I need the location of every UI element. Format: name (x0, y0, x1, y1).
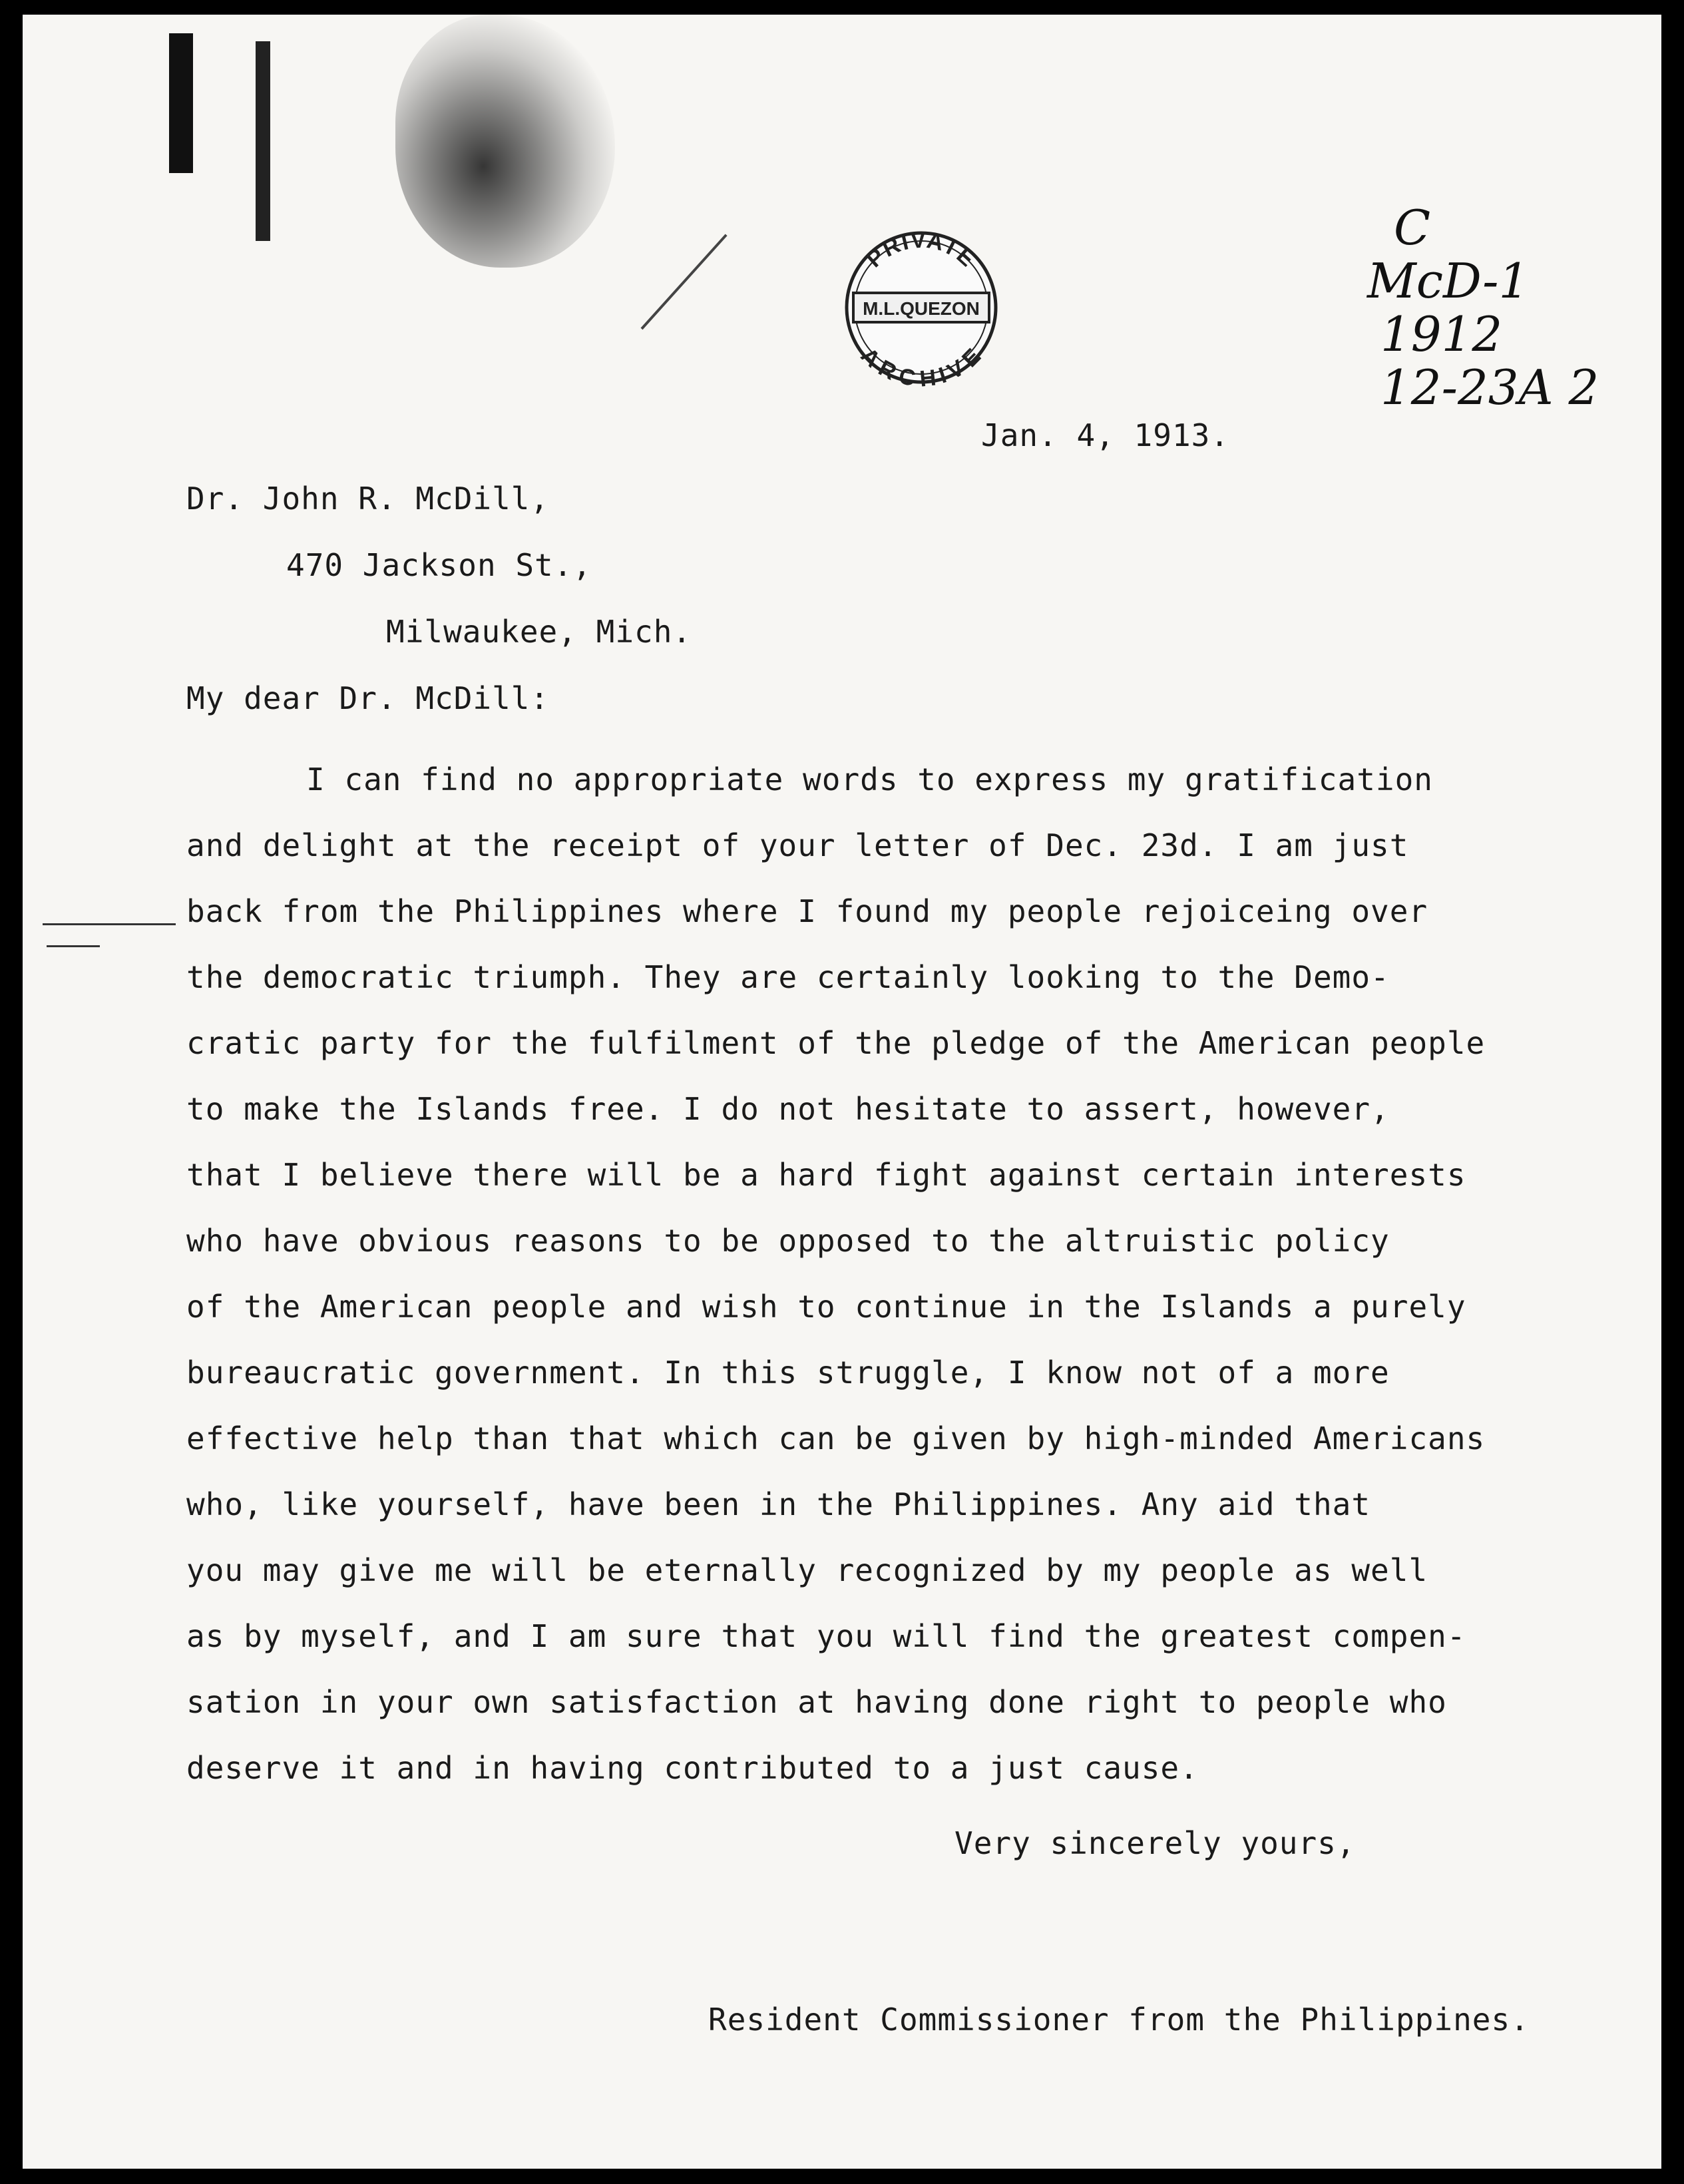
body-line: who have obvious reasons to be opposed to the altruistic policy (186, 1223, 1390, 1259)
salutation: My dear Dr. McDill: (186, 680, 550, 716)
annotation-line-1: C (1394, 200, 1431, 256)
handwritten-annotation (1354, 201, 1633, 421)
letter-body (186, 747, 1617, 1801)
body-line: and delight at the receipt of your letter of Dec. 23d. I am just (186, 827, 1409, 863)
body-line: back from the Philippines where I found my people rejoiceing over (186, 893, 1428, 929)
body-line: to make the Islands free. I do not hesitate to assert, however, (186, 1091, 1390, 1127)
body-line: I can find no appropriate words to express my gratification (306, 762, 1433, 797)
pen-stroke (641, 234, 728, 329)
body-line: as by myself, and I am sure that you will find the greatest compen- (186, 1618, 1466, 1654)
stamp-middle-text: M.L.QUEZON (863, 298, 980, 319)
margin-mark (43, 923, 176, 925)
clip-shadow-mark-2 (256, 41, 270, 241)
body-line: sation in your own satisfaction at having done right to people who (186, 1684, 1447, 1720)
body-line: cratic party for the fulfilment of the pledge of the American people (186, 1025, 1486, 1061)
body-line: effective help than that which can be given by high-minded Americans (186, 1420, 1486, 1456)
margin-mark-2 (47, 945, 100, 947)
clip-shadow-mark (169, 33, 193, 173)
stamp-bottom-text: ARCHIVE (855, 343, 987, 387)
recipient-name: Dr. John R. McDill, (186, 481, 550, 517)
annotation-line-3: 1912 (1380, 306, 1503, 362)
body-line: deserve it and in having contributed to a just cause. (186, 1750, 1199, 1786)
body-line: the democratic triumph. They are certainly looking to the Demo- (186, 959, 1390, 995)
annotation-line-2: McD-1 (1367, 253, 1530, 309)
letter-date: Jan. 4, 1913. (981, 417, 1230, 453)
body-line: that I believe there will be a hard fight against certain interests (186, 1157, 1466, 1193)
ink-smudge (395, 15, 615, 268)
recipient-city: Milwaukee, Mich. (386, 614, 692, 650)
body-line: you may give me will be eternally recognized by my people as well (186, 1552, 1428, 1588)
body-line: of the American people and wish to continue in the Islands a purely (186, 1289, 1466, 1325)
annotation-line-4: 12-23A 2 (1380, 359, 1599, 415)
signatory-title: Resident Commissioner from the Philippines. (708, 2002, 1530, 2038)
archive-stamp (841, 228, 1001, 387)
stamp-top-text: PRIVATE (861, 228, 981, 273)
body-line: bureaucratic government. In this struggle, I know not of a more (186, 1355, 1390, 1391)
recipient-street: 470 Jackson St., (286, 547, 592, 583)
letter-page (23, 15, 1661, 2169)
letter-closing: Very sincerely yours, (954, 1825, 1356, 1861)
body-line: who, like yourself, have been in the Philippines. Any aid that (186, 1486, 1371, 1522)
